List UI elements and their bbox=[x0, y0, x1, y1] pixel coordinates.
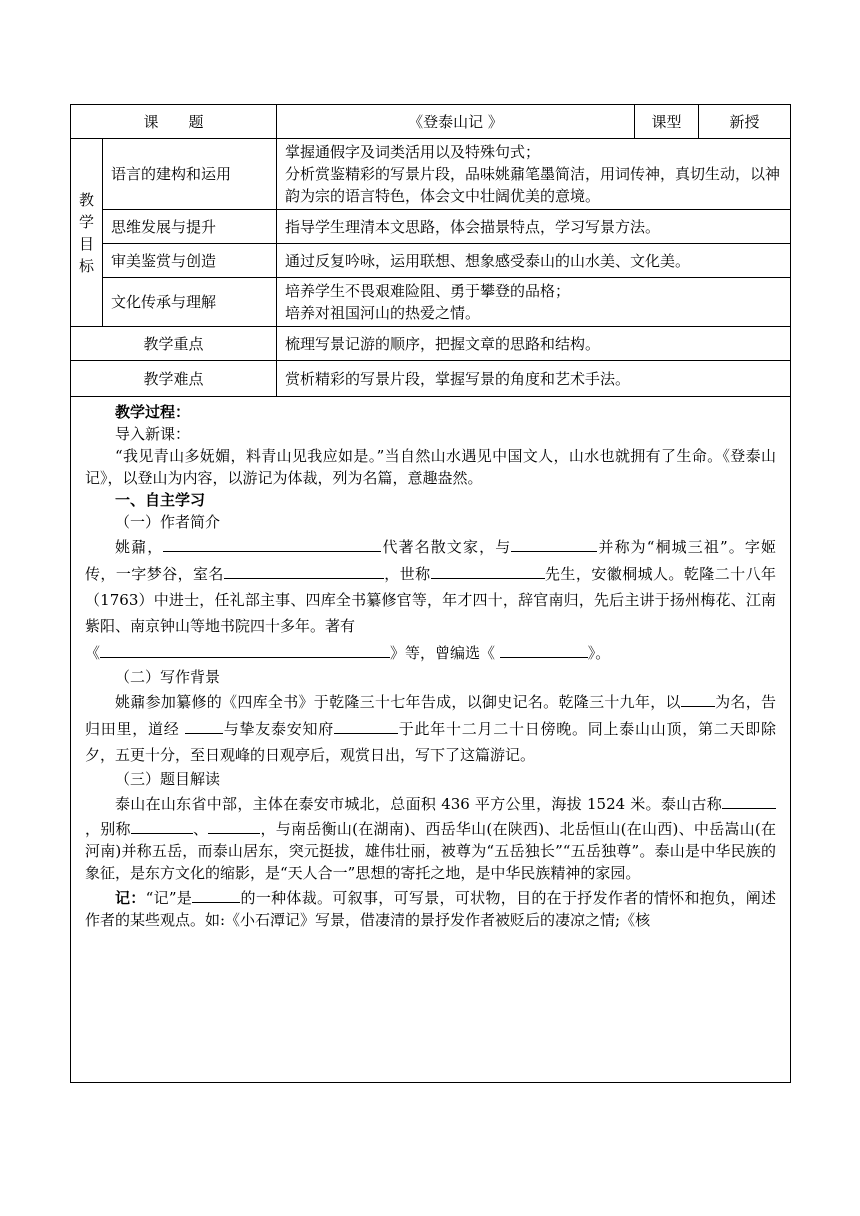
text: 《 bbox=[85, 644, 101, 662]
difficulty-label: 教学难点 bbox=[71, 361, 277, 397]
text: 、 bbox=[192, 820, 209, 838]
fill-blank[interactable] bbox=[431, 560, 545, 579]
objective-label: 文化传承与理解 bbox=[103, 278, 277, 327]
objective-row bbox=[71, 244, 791, 278]
objective-label: 语言的建构和运用 bbox=[103, 139, 277, 210]
objective-content bbox=[277, 139, 791, 210]
text: 先生，安徽桐城人。乾隆二十八年（1763）中进士，任礼部主事、四库全书纂修官等，年才四十，辞官南归，先后主讲于扬州梅花、江南紫阳、南京钟山等地书院四十多年。著有 bbox=[85, 565, 777, 635]
difficulty-value: 赏析精彩的写景片段，掌握写景的角度和艺术手法。 bbox=[277, 361, 791, 397]
fill-blank[interactable] bbox=[185, 715, 223, 734]
section-heading: 一、自主学习 bbox=[115, 491, 206, 509]
key-point-row bbox=[71, 327, 791, 361]
objective-row bbox=[71, 139, 791, 210]
type-label: 课型 bbox=[635, 105, 699, 139]
text: 姚鼐参加纂修的《四库全书》于乾隆三十七年告成，以御史记名。乾隆三十九年，以 bbox=[115, 693, 681, 711]
key-point-label: 教学重点 bbox=[71, 327, 277, 361]
intro-label: 导入新课： bbox=[115, 425, 191, 443]
author-paragraph bbox=[85, 533, 776, 666]
fill-blank[interactable] bbox=[224, 560, 384, 579]
text: 于此年十二月二十日傍晚。同上泰山山顶，第二天即除夕，五更十分，至日观峰的日观亭后，观赏日出，写下了这篇游记。 bbox=[85, 720, 776, 764]
fill-blank[interactable] bbox=[722, 790, 776, 809]
type-value: 新授 bbox=[699, 105, 791, 139]
sub-heading: （三）题目解读 bbox=[115, 770, 221, 788]
text: 》等，曾编选《 bbox=[390, 644, 500, 662]
fill-blank[interactable] bbox=[208, 815, 260, 834]
objective-line: 分析赏鉴精彩的写景片段，品味姚鼐笔墨简洁，用词传神，真切生动，以神韵为宗的语言特色，体会文中壮阔优美的意境。 bbox=[285, 165, 781, 205]
text: “记”是 bbox=[145, 889, 193, 907]
objective-row bbox=[71, 278, 791, 327]
text: 泰山在山东省中部，主体在泰安市城北，总面积 436 平方公里，海拔 1524 米。泰山古称 bbox=[115, 795, 723, 813]
fill-blank[interactable] bbox=[500, 639, 588, 658]
objective-content: 通过反复吟咏，运用联想、想象感受泰山的山水美、文化美。 bbox=[277, 244, 791, 278]
process-row bbox=[71, 397, 791, 1083]
objective-line: 培养对祖国河山的热爱之情。 bbox=[285, 304, 481, 322]
sub-heading: （一）作者简介 bbox=[115, 513, 221, 531]
text: 的一种体裁。可叙事，可写景，可状物，目的在于抒发作者的情怀和抱负，阐述作者的某些观点。如:《小石潭记》写景，借凄清的景抒发作者被贬后的凄凉之情;《核 bbox=[85, 889, 776, 929]
objective-label: 思维发展与提升 bbox=[103, 210, 277, 244]
title-reading-paragraph bbox=[85, 790, 776, 884]
ji-label: 记： bbox=[115, 889, 146, 907]
intro-text: “我见青山多妩媚，料青山见我应如是。”当自然山水遇见中国文人，山水也就拥有了生命。《登泰山记》，以登山为内容，以游记为体裁，列为名篇，意趣盎然。 bbox=[85, 447, 777, 487]
objective-line: 掌握通假字及词类活用以及特殊句式； bbox=[285, 143, 541, 161]
side-char: 标 bbox=[79, 256, 95, 275]
header-row bbox=[71, 105, 791, 139]
objective-line: 培养学生不畏艰难险阻、勇于攀登的品格； bbox=[285, 282, 571, 300]
text: ，别称 bbox=[85, 820, 131, 838]
side-char: 学 bbox=[79, 212, 95, 231]
ji-paragraph bbox=[85, 884, 776, 931]
fill-blank[interactable] bbox=[681, 688, 715, 707]
lesson-plan-table bbox=[70, 104, 791, 1083]
side-char: 目 bbox=[79, 234, 95, 253]
topic-label: 课 题 bbox=[71, 105, 277, 139]
text: 代著名散文家，与 bbox=[381, 538, 512, 556]
text: ，与南岳衡山(在湖南)、西岳华山(在陕西)、北岳恒山(在山西)、中岳嵩山(在河南)并称五岳，而泰山居东，突元挺拔，雄伟壮丽，被尊为“五岳独长”“五岳独尊”。泰山是中华民族的象征，是东方文化的缩影，是“天人合一”思想的寄托之地，是中华民族精神的家园。 bbox=[85, 820, 777, 882]
fill-blank[interactable] bbox=[100, 639, 390, 658]
fill-blank[interactable] bbox=[163, 533, 381, 552]
objective-content bbox=[277, 278, 791, 327]
fill-blank[interactable] bbox=[334, 715, 398, 734]
topic-value: 《登泰山记 》 bbox=[277, 105, 635, 139]
objective-content: 指导学生理清本文思路，体会描景特点，学习写景方法。 bbox=[277, 210, 791, 244]
background-paragraph bbox=[85, 688, 776, 768]
side-char: 教 bbox=[79, 190, 95, 209]
teaching-process bbox=[71, 397, 791, 1083]
process-title: 教学过程： bbox=[115, 403, 191, 421]
text: ，世称 bbox=[383, 565, 431, 583]
text: 并称为“桐城三祖”。字姬传，一字梦谷，室名 bbox=[85, 538, 777, 583]
fill-blank[interactable] bbox=[511, 533, 597, 552]
objectives-side-label bbox=[71, 139, 103, 327]
difficulty-row bbox=[71, 361, 791, 397]
text: 为名，告归田里，道经 bbox=[85, 693, 776, 738]
objective-row bbox=[71, 210, 791, 244]
sub-heading: （二）写作背景 bbox=[115, 668, 221, 686]
fill-blank[interactable] bbox=[131, 815, 193, 834]
key-point-value: 梳理写景记游的顺序，把握文章的思路和结构。 bbox=[277, 327, 791, 361]
objective-label: 审美鉴赏与创造 bbox=[103, 244, 277, 278]
fill-blank[interactable] bbox=[192, 884, 240, 903]
text: 》。 bbox=[587, 644, 611, 662]
text: 与挚友泰安知府 bbox=[223, 720, 335, 738]
text: 姚鼐， bbox=[115, 538, 164, 556]
